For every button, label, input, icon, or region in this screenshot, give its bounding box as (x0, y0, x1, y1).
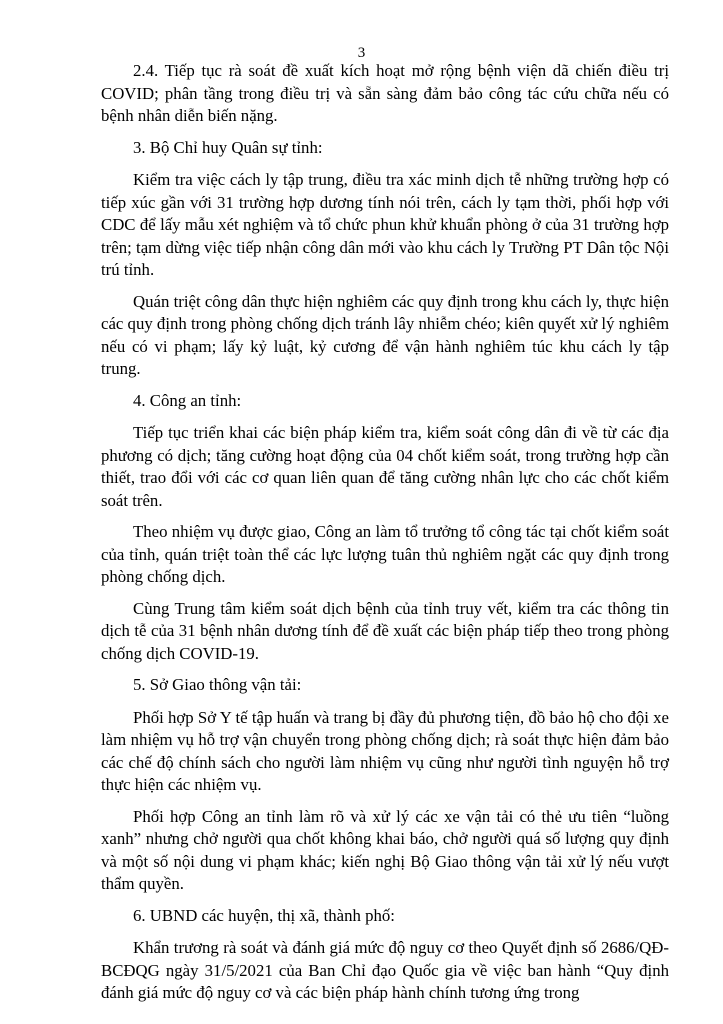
section-heading-military-command: 3. Bộ Chỉ huy Quân sự tỉnh: (133, 137, 323, 157)
section-heading-provincial-police: 4. Công an tỉnh: (133, 390, 242, 410)
paragraph-quarantine-discipline: Quán triệt công dân thực hiện nghiêm các quy định trong khu cách ly, thực hiện các quy định trong phòng chống dịch tránh lây nhiễm chéo; kiên quyết xử lý nghiêm nếu có vi phạm; lấy kỷ luật, kỷ cương để vận hành nghiêm túc khu cách ly tập trung. (101, 291, 669, 378)
paragraph-2-4-field-hospital: 2.4. Tiếp tục rà soát đề xuất kích hoạt mở rộng bệnh viện dã chiến điều trị COVID; phân tầng trong điều trị và sẵn sàng đảm bảo công tác cứu chữa nếu có bệnh nhân diễn biến nặng. (101, 61, 669, 125)
paragraph-checkpoint-control: Tiếp tục triển khai các biện pháp kiểm tra, kiểm soát công dân đi về từ các địa phương có dịch; tăng cường hoạt động của 04 chốt kiểm soát, trong trường hợp cần thiết, trao đổi với các cơ quan liên quan để tăng cường nhân lực cho các chốt kiểm soát trên. (101, 423, 669, 510)
paragraph-quarantine-check: Kiểm tra việc cách ly tập trung, điều tra xác minh dịch tễ những trường hợp có tiếp xúc gần với 31 trường hợp dương tính nói trên, cách ly tạm thời, phối hợp với CDC để lấy mẫu xét nghiệm và tổ chức phun khử khuẩn phòng ở của 31 trường hợp trên; tạm dừng việc tiếp nhận công dân mới vào khu cách ly Trường PT Dân tộc Nội trú tỉnh. (101, 170, 669, 279)
paragraph-contact-tracing: Cùng Trung tâm kiểm soát dịch bệnh của tỉnh truy vết, kiểm tra các thông tin dịch tễ của 31 bệnh nhân dương tính để đề xuất các biện pháp tiếp theo trong phòng chống dịch COVID-19. (101, 598, 669, 663)
paragraph-risk-assessment: Khẩn trương rà soát và đánh giá mức độ nguy cơ theo Quyết định số 2686/QĐ-BCĐQG ngày 31/5/2021 của Ban Chỉ đạo Quốc gia về việc ban hành “Quy định đánh giá mức độ nguy cơ và các biện pháp hành chính tương ứng trong (101, 938, 669, 1002)
document-body (101, 60, 669, 1014)
section-heading-district-committees: 6. UBND các huyện, thị xã, thành phố: (133, 905, 395, 925)
paragraph-transport-training: Phối hợp Sở Y tế tập huấn và trang bị đầy đủ phương tiện, đồ bảo hộ cho đội xe làm nhiệm vụ hỗ trợ vận chuyển trong phòng chống dịch; rà soát thực hiện đảm bảo các chế độ chính sách cho người làm nhiệm vụ cũng như người tình nguyện hỗ trợ thực hiện các nhiệm vụ. (101, 707, 669, 794)
paragraph-police-task-force: Theo nhiệm vụ được giao, Công an làm tổ trưởng tổ công tác tại chốt kiểm soát của tỉnh, quán triệt toàn thể các lực lượng tuân thủ nghiêm ngặt các quy định trong phòng chống dịch. (101, 522, 669, 586)
paragraph-green-lane-violations: Phối hợp Công an tỉnh làm rõ và xử lý các xe vận tải có thẻ ưu tiên “luồng xanh” nhưng chở người qua chốt không khai báo, chở người quá số lượng quy định và một số nội dung vi phạm khác; kiến nghị Bộ Giao thông vận tải xử lý nếu vượt thẩm quyền. (101, 806, 669, 893)
page-number: 3 (357, 45, 366, 61)
section-heading-transport-department: 5. Sở Giao thông vận tải: (133, 675, 302, 694)
